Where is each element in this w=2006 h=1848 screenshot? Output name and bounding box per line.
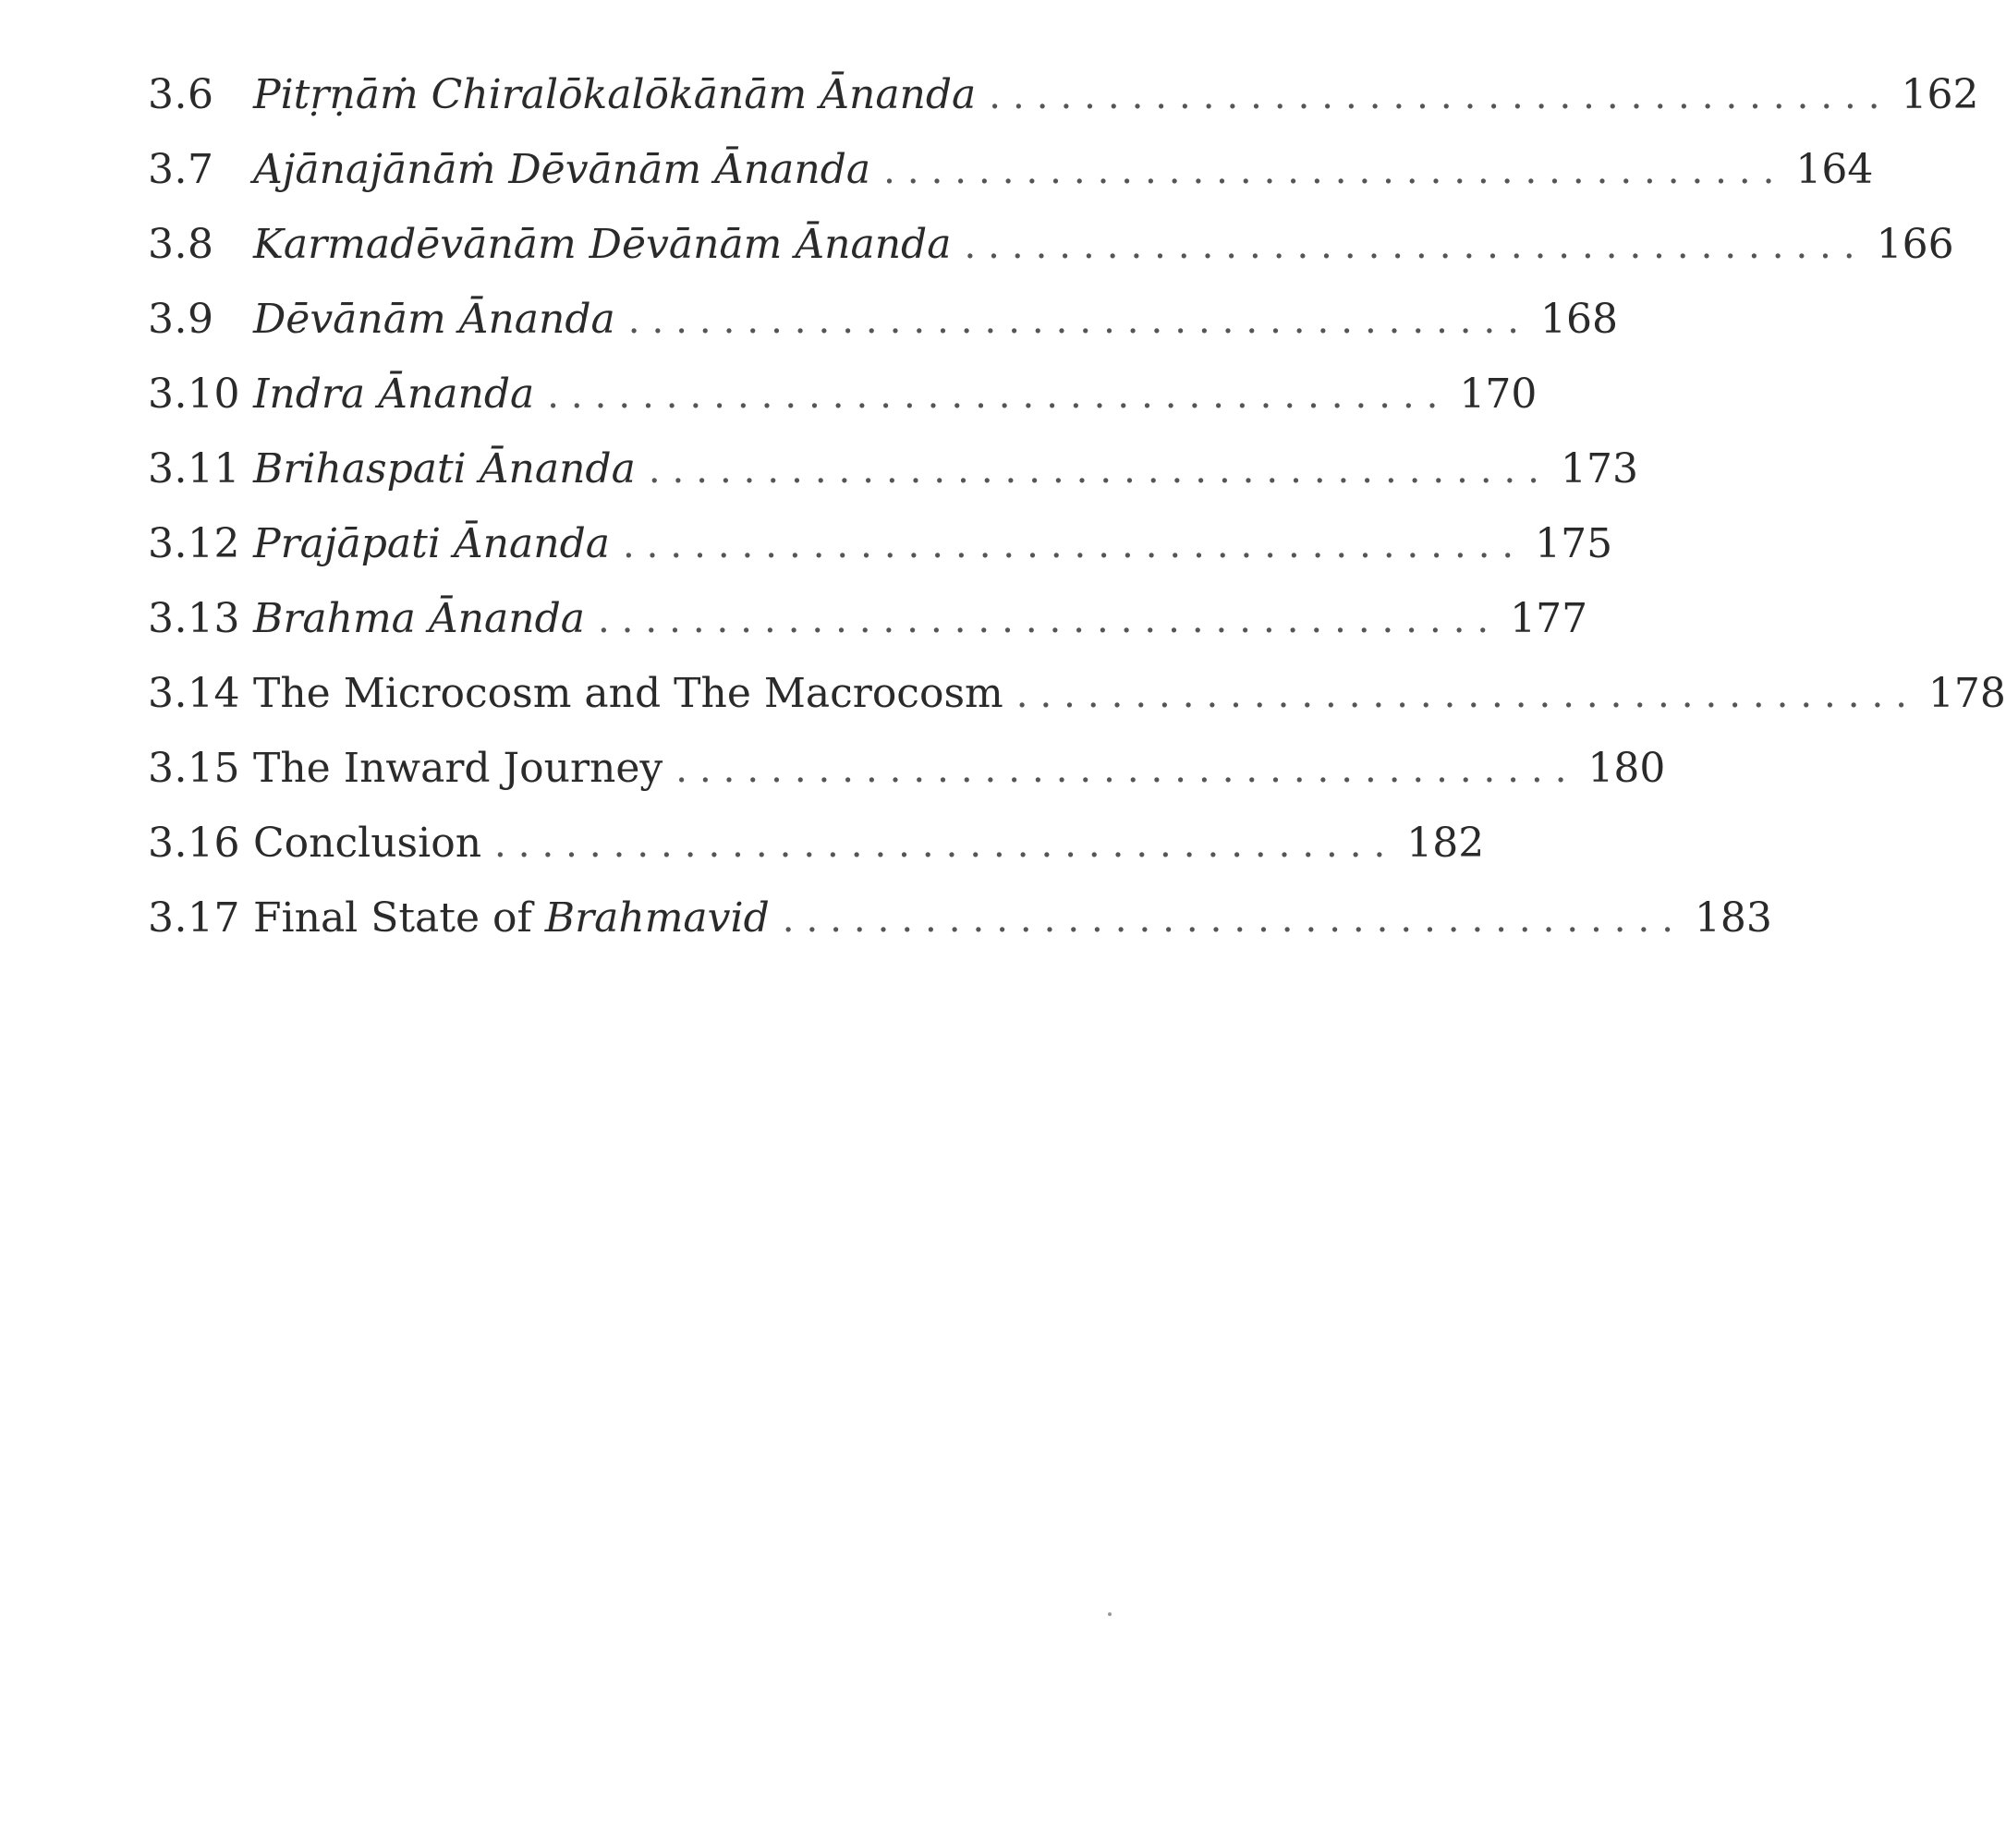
- page-number: 180: [1587, 745, 1666, 792]
- section-title: [253, 132, 870, 207]
- dot-leader: ......................................: [964, 225, 1867, 267]
- section-title: [253, 207, 951, 282]
- toc-entry[interactable]: [148, 282, 1618, 357]
- dot-leader: ......................................: [675, 748, 1579, 791]
- toc-entry[interactable]: [148, 432, 1638, 506]
- toc-entry[interactable]: [148, 656, 2006, 731]
- section-number: 3.11: [148, 445, 240, 492]
- title-italic: Ajānajānāṁ Dēvānām Ānanda: [253, 146, 871, 193]
- scan-speck: [1108, 1612, 1112, 1616]
- dot-leader: ......................................: [648, 449, 1551, 492]
- section-title: [253, 581, 585, 656]
- page-number: 182: [1406, 820, 1485, 867]
- section-number: 3.9: [148, 296, 214, 343]
- page-number: 177: [1510, 595, 1588, 642]
- toc-entry[interactable]: [148, 731, 1666, 806]
- section-title: [253, 806, 481, 881]
- title-italic: Karmadēvānām Dēvānām Ānanda: [253, 221, 952, 268]
- title-text: The Inward Journey: [253, 745, 663, 792]
- section-number: 3.14: [148, 670, 240, 717]
- section-title: [253, 881, 770, 955]
- section-title: [253, 282, 615, 357]
- page-number: 175: [1535, 520, 1613, 567]
- title-italic: Prajāpati Ānanda: [253, 520, 610, 567]
- dot-leader: ......................................: [782, 898, 1685, 941]
- toc-entry[interactable]: [148, 881, 1772, 955]
- title-italic: Brahma Ānanda: [253, 595, 585, 642]
- toc-entry[interactable]: [148, 506, 1613, 581]
- page-number: 170: [1459, 371, 1538, 418]
- section-number: 3.12: [148, 520, 240, 567]
- section-number: 3.17: [148, 894, 240, 942]
- page-number: 178: [1927, 670, 2006, 717]
- page-number: 173: [1560, 445, 1638, 492]
- section-number: 3.13: [148, 595, 240, 642]
- dot-leader: ......................................: [622, 524, 1526, 566]
- title-italic: Brihaspati Ānanda: [253, 445, 636, 492]
- section-title: [253, 432, 636, 506]
- title-italic: Pitṛṇāṁ Chiralōkalōkānām Ānanda: [253, 71, 977, 118]
- section-number: 3.16: [148, 820, 240, 867]
- section-number: 3.8: [148, 221, 214, 268]
- section-title: [253, 731, 663, 806]
- toc-entry[interactable]: [148, 806, 1485, 881]
- title-italic: Dēvānām Ānanda: [253, 296, 615, 343]
- title-text: The Microcosm and The Macrocosm: [253, 670, 1003, 717]
- dot-leader: ......................................: [494, 823, 1398, 866]
- page-number: 166: [1876, 221, 1954, 268]
- dot-leader: ......................................: [1015, 674, 1919, 716]
- dot-leader: ......................................: [883, 150, 1787, 192]
- toc-entry[interactable]: [148, 207, 1954, 282]
- page-number: 164: [1795, 146, 1874, 193]
- section-title: [253, 506, 610, 581]
- dot-leader: ......................................: [547, 374, 1451, 417]
- toc-entry[interactable]: [148, 132, 1874, 207]
- toc-entry[interactable]: [148, 57, 1979, 132]
- section-title: [253, 357, 534, 432]
- title-text: Final State of: [253, 894, 545, 942]
- section-number: 3.7: [148, 146, 214, 193]
- dot-leader: ......................................: [627, 299, 1531, 342]
- page-number: 162: [1901, 71, 1979, 118]
- title-italic: Indra Ānanda: [253, 371, 535, 418]
- page-number: 168: [1539, 296, 1618, 343]
- section-number: 3.6: [148, 71, 214, 118]
- section-title: [253, 656, 1003, 731]
- title-italic: Brahmavid: [544, 894, 770, 942]
- section-number: 3.15: [148, 745, 240, 792]
- toc-entry[interactable]: [148, 581, 1588, 656]
- page-number: 183: [1694, 894, 1772, 942]
- section-number: 3.10: [148, 371, 240, 418]
- dot-leader: ......................................: [597, 599, 1501, 641]
- dot-leader: ......................................: [989, 75, 1892, 117]
- toc-entry[interactable]: [148, 357, 1538, 432]
- title-text: Conclusion: [253, 820, 482, 867]
- table-of-contents: [148, 57, 2006, 955]
- section-title: [253, 57, 976, 132]
